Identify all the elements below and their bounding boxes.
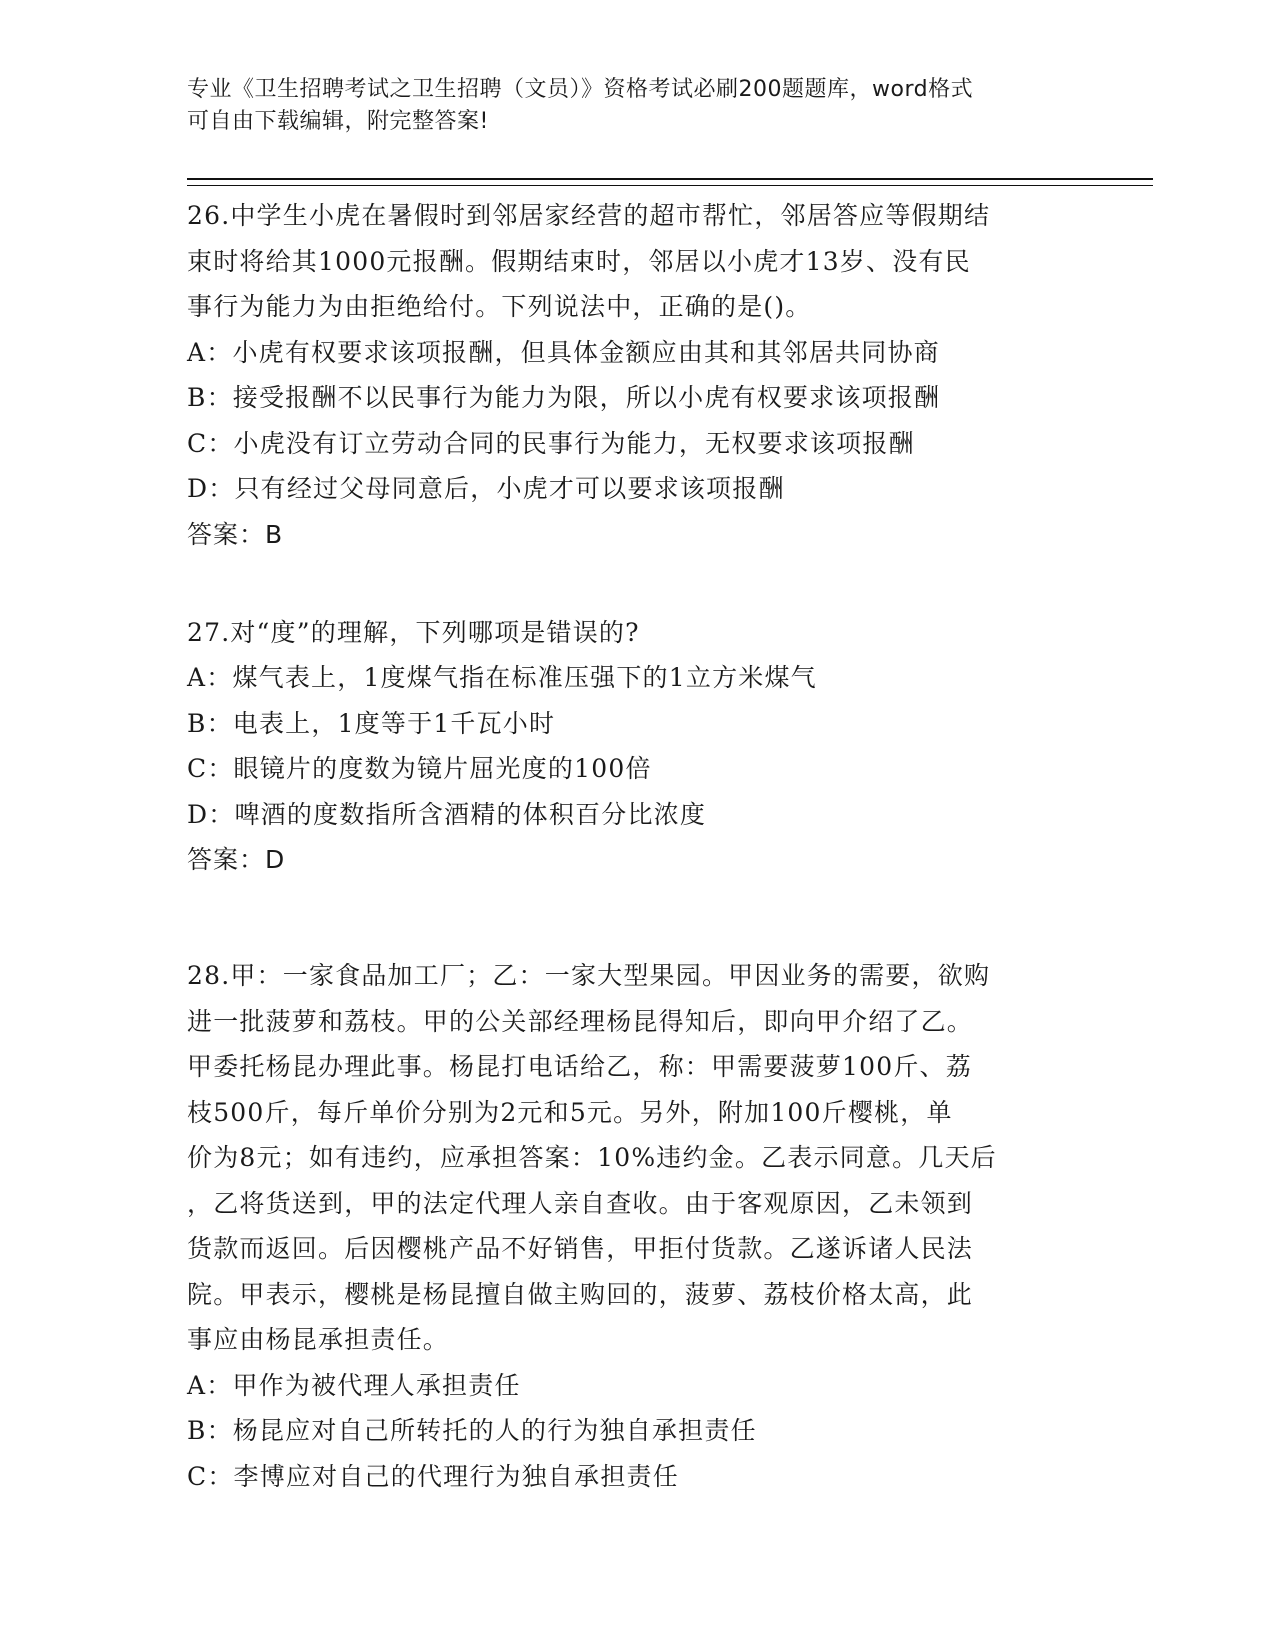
option-d: D：只有经过父母同意后，小虎才可以要求该项报酬: [187, 474, 785, 503]
question-stem-line: 价为8元；如有违约，应承担答案：10%违约金。乙表示同意。几天后: [187, 1143, 997, 1172]
question-27: [187, 610, 1087, 884]
header-divider-thin: [187, 185, 1153, 186]
spacer: [187, 558, 1087, 610]
question-stem-line: 28.甲：一家食品加工厂；乙：一家大型果园。甲因业务的需要，欲购: [187, 961, 991, 990]
option-a: A：小虎有权要求该项报酬，但具体金额应由其和其邻居共同协商: [187, 337, 940, 367]
answer-label: 答案：B: [187, 519, 284, 549]
question-stem-line: ，乙将货送到，甲的法定代理人亲自查收。由于客观原因，乙未领到: [187, 1188, 974, 1218]
question-26: [187, 193, 1087, 558]
question-stem-line: 束时将给其1000元报酬。假期结束时，邻居以小虎才13岁、没有民: [187, 246, 971, 276]
option-a: A：煤气表上，1度煤气指在标准压强下的1立方米煤气: [187, 663, 817, 692]
question-stem-line: 27.对“度”的理解，下列哪项是错误的?: [187, 617, 640, 647]
question-stem-line: 进一批菠萝和荔枝。甲的公关部经理杨昆得知后，即向甲介绍了乙。: [187, 1006, 974, 1036]
option-b: B：接受报酬不以民事行为能力为限，所以小虎有权要求该项报酬: [187, 383, 941, 412]
question-stem-line: 事行为能力为由拒绝给付。下列说法中，正确的是()。: [187, 292, 812, 321]
option-d: D：啤酒的度数指所含酒精的体积百分比浓度: [187, 799, 707, 829]
header-line-1: 专业《卫生招聘考试之卫生招聘（文员）》资格考试必刷200题题库，word格式: [187, 77, 974, 102]
document-header: [187, 74, 1067, 138]
option-c: C：李博应对自己的代理行为独自承担责任: [187, 1461, 679, 1491]
header-line-2: 可自由下载编辑，附完整答案!: [187, 109, 489, 134]
option-c: C：眼镜片的度数为镜片屈光度的100倍: [187, 754, 652, 783]
question-stem-line: 事应由杨昆承担责任。: [187, 1325, 450, 1354]
question-list: [187, 193, 1087, 1499]
question-stem-line: 26.中学生小虎在暑假时到邻居家经营的超市帮忙，邻居答应等假期结: [187, 201, 991, 230]
option-c: C：小虎没有订立劳动合同的民事行为能力，无权要求该项报酬: [187, 428, 915, 458]
question-stem-line: 枝500斤，每斤单价分别为2元和5元。另外，附加100斤樱桃，单: [187, 1097, 953, 1127]
header-divider-thick: [187, 178, 1153, 180]
question-stem-line: 甲委托杨昆办理此事。杨昆打电话给乙，称：甲需要菠萝100斤、荔: [187, 1052, 972, 1081]
answer-label: 答案：D: [187, 845, 286, 874]
question-stem-line: 院。甲表示，樱桃是杨昆擅自做主购回的，菠萝、荔枝价格太高，此: [187, 1279, 974, 1309]
option-b: B：杨昆应对自己所转托的人的行为独自承担责任: [187, 1416, 757, 1445]
option-b: B：电表上，1度等于1千瓦小时: [187, 708, 556, 738]
question-28: [187, 953, 1087, 1499]
spacer: [187, 883, 1087, 953]
option-a: A：甲作为被代理人承担责任: [187, 1370, 521, 1400]
question-stem-line: 货款而返回。后因樱桃产品不好销售，甲拒付货款。乙遂诉诸人民法: [187, 1234, 974, 1263]
